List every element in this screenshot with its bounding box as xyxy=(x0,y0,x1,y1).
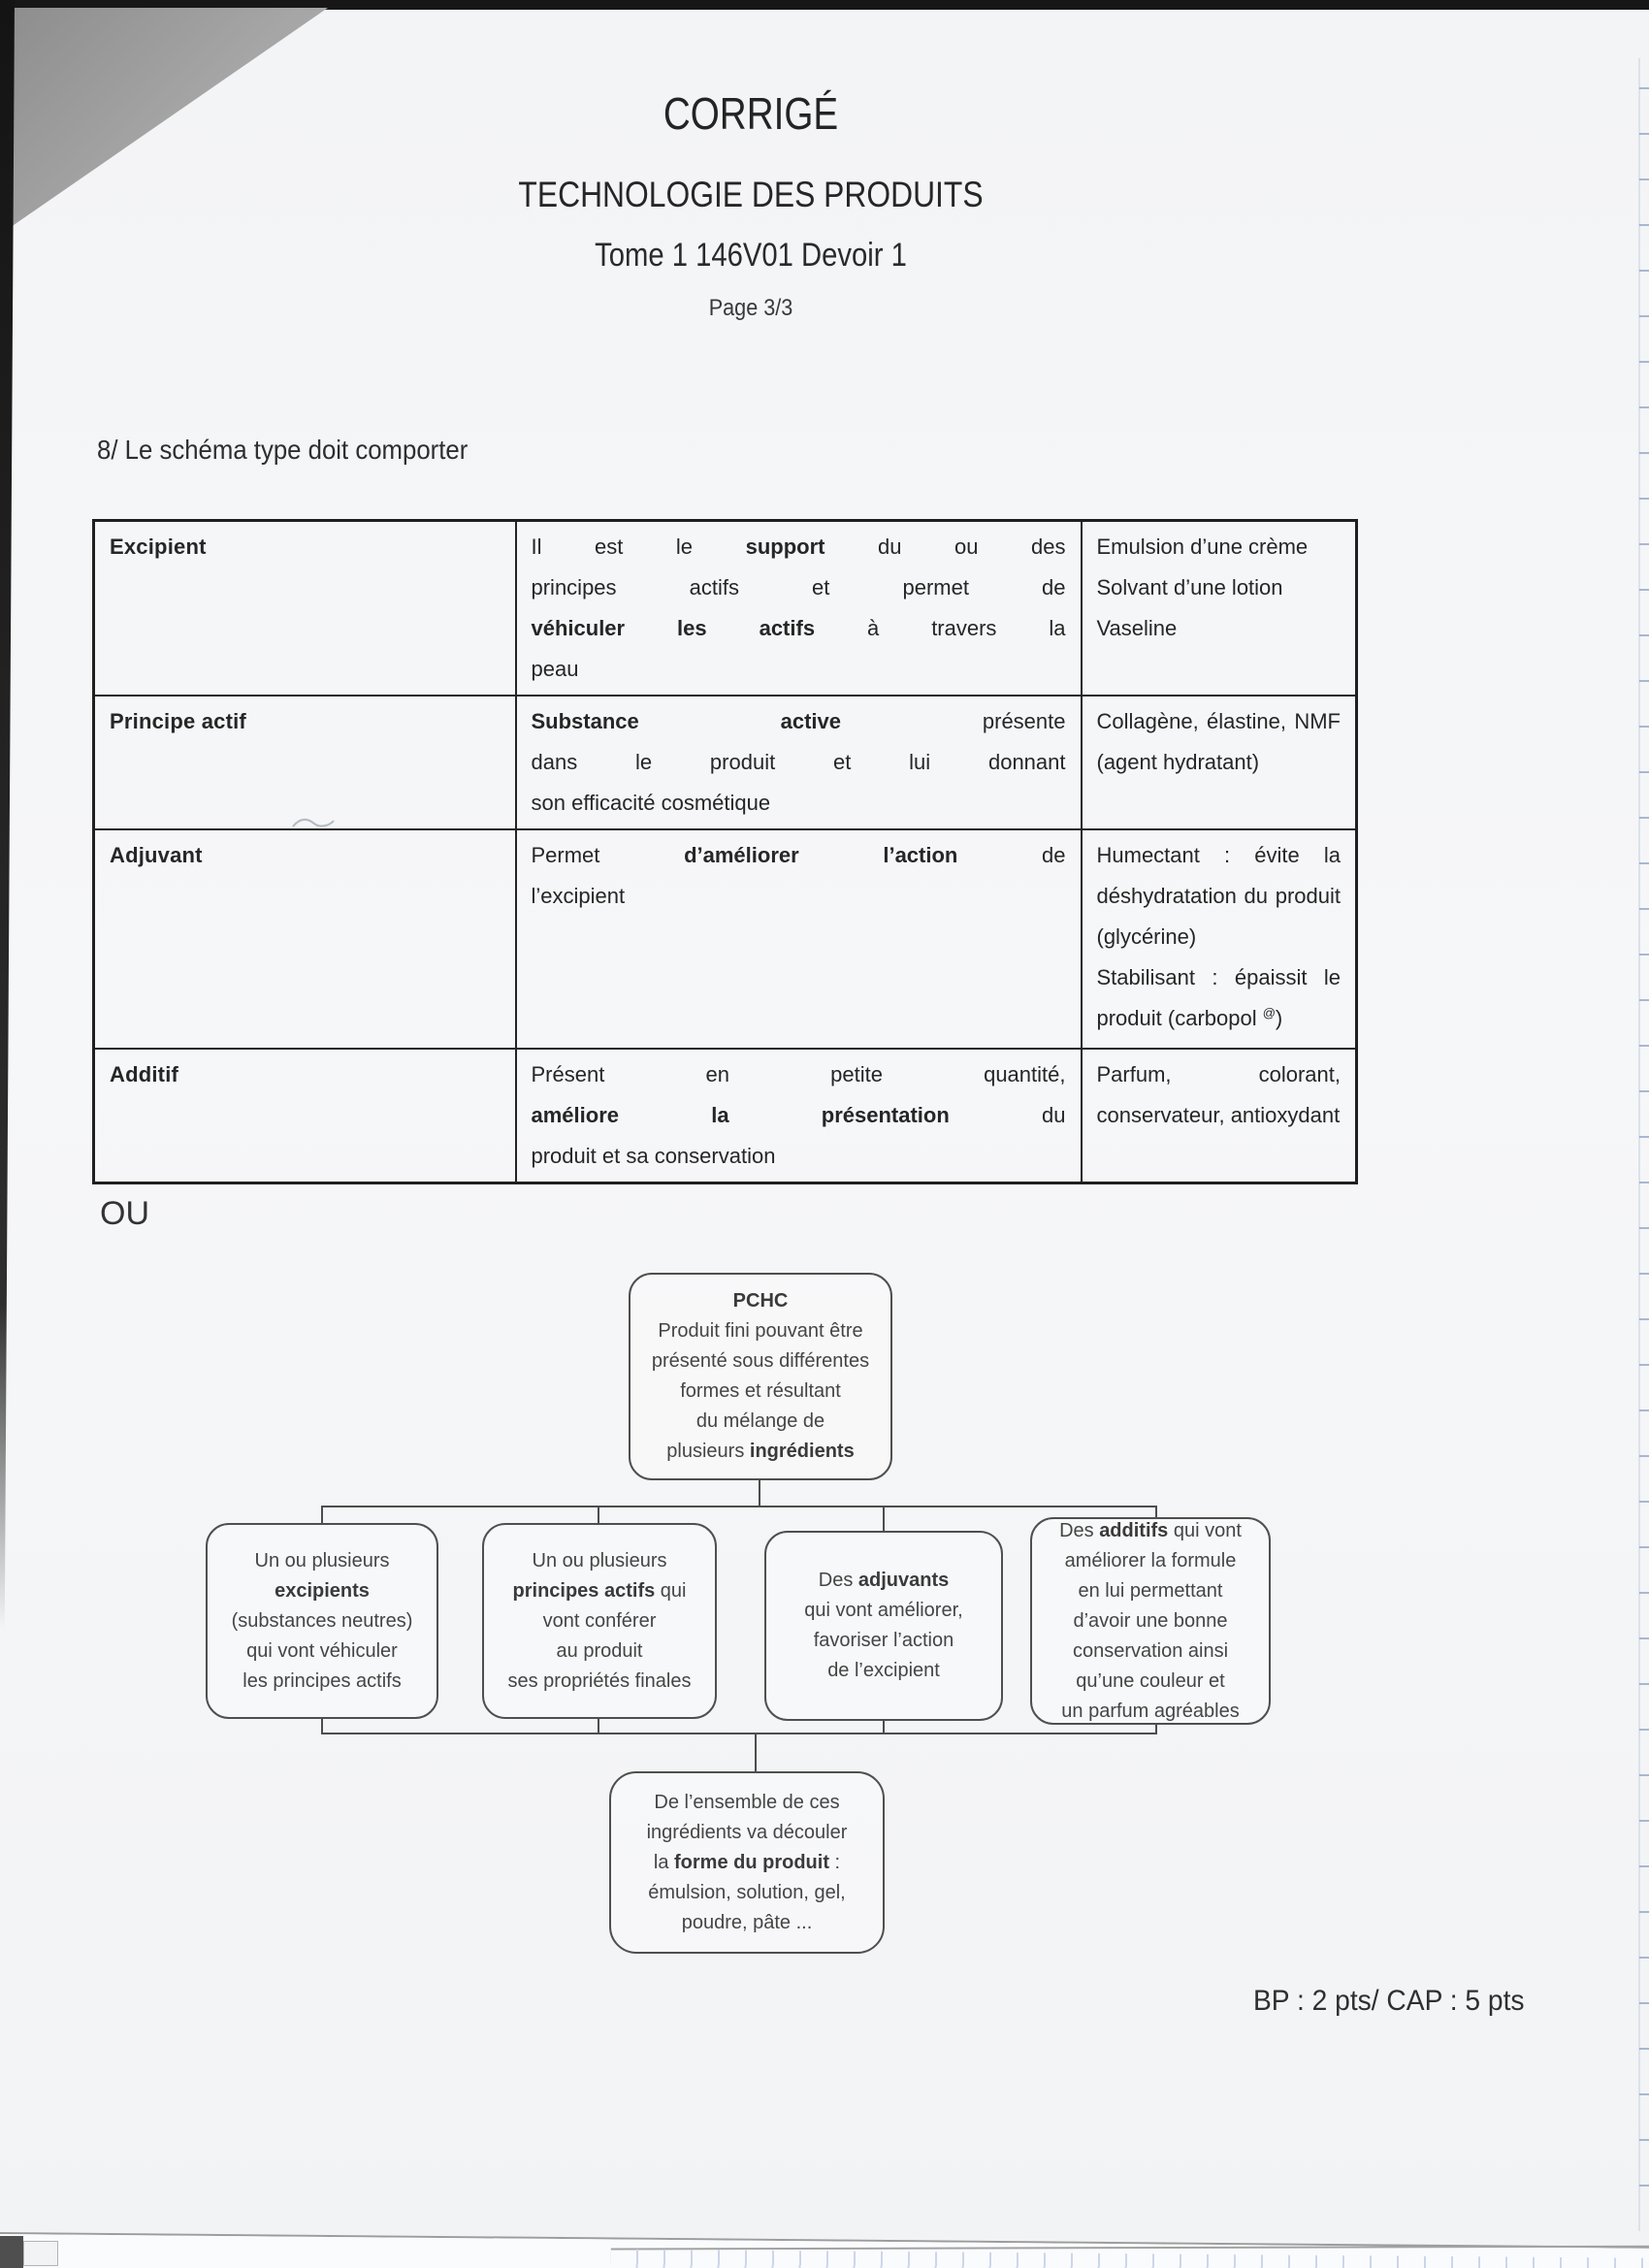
scan-edge-left xyxy=(0,0,15,1630)
table-row xyxy=(94,1049,1357,1183)
definition-cell: Substance active présente dans le produit et lui donnant son efficacité cosmétique xyxy=(516,696,1082,829)
table-row xyxy=(94,696,1357,829)
connector-root-stem xyxy=(759,1480,760,1507)
flowchart-root-box: PCHC Produit fini pouvant être présenté sous différentes formes et résultant du mélange de plusieurs ingrédients xyxy=(629,1273,892,1480)
flowchart-result-box: De l’ensemble de ces ingrédients va découler la forme du produit : émulsion, solution, gel, poudre, pâte ... xyxy=(609,1771,885,1954)
score-label: BP : 2 pts/ CAP : 5 pts xyxy=(1253,1985,1525,2017)
scan-corner-grid-square xyxy=(23,2241,58,2266)
flowchart-excipients-box: Un ou plusieurs excipients (substances neutres) qui vont véhiculer les principes actifs xyxy=(206,1523,438,1719)
graph-paper-grid xyxy=(611,2249,1649,2268)
definition-cell: Permet d’améliorer l’action de l’excipient xyxy=(516,829,1082,1049)
examples-cell: Emulsion d’une crème Solvant d’une lotion Vaseline xyxy=(1082,521,1357,697)
connector-stub xyxy=(883,1506,885,1533)
connector-result-stem xyxy=(755,1733,757,1773)
term-cell: Principe actif xyxy=(94,696,516,829)
flowchart-principes-actifs-box: Un ou plusieurs principes actifs qui vont conférer au produit ses propriétés finales xyxy=(482,1523,717,1719)
document-title: CORRIGÉ xyxy=(663,88,839,139)
examples-cell: Parfum, colorant, conservateur, antioxydant xyxy=(1082,1049,1357,1183)
examples-cell: Collagène, élastine, NMF (agent hydratant) xyxy=(1082,696,1357,829)
term-cell: Adjuvant xyxy=(94,829,516,1049)
pen-mark xyxy=(291,815,336,830)
scan-corner-dark xyxy=(0,2236,23,2268)
right-edge-grid-ticks xyxy=(1639,87,1649,2221)
connector-top-rail xyxy=(321,1506,1157,1507)
definition-cell: Il est le support du ou des principes actifs et permet de véhiculer les actifs à travers la peau xyxy=(516,521,1082,697)
page-indicator: Page 3/3 xyxy=(708,295,793,321)
term-cell: Additif xyxy=(94,1049,516,1183)
table-row xyxy=(94,521,1357,697)
examples-cell: Humectant : évite la déshydratation du produit (glycérine) Stabilisant : épaissit le produit (carbopol @) xyxy=(1082,829,1357,1049)
connector-stub xyxy=(598,1506,599,1525)
term-cell: Excipient xyxy=(94,521,516,697)
flowchart-adjuvants-box: Des adjuvants qui vont améliorer, favoriser l’action de l’excipient xyxy=(764,1531,1003,1721)
volume-title: Tome 1 146V01 Devoir 1 xyxy=(595,237,907,274)
table-row xyxy=(94,829,1357,1049)
connector-stub xyxy=(321,1506,323,1525)
flowchart-additifs-box: Des additifs qui vont améliorer la formule en lui permettant d’avoir une bonne conservation ainsi qu’une couleur et un parfum agréables xyxy=(1030,1517,1271,1725)
graph-paper-edge xyxy=(611,2246,1649,2251)
or-label: OU xyxy=(100,1195,149,1232)
course-title: TECHNOLOGIE DES PRODUITS xyxy=(518,175,984,214)
connector-bottom-rail xyxy=(321,1733,1157,1734)
definitions-table xyxy=(92,519,1358,1184)
definition-cell: Présent en petite quantité, améliore la présentation du produit et sa conservation xyxy=(516,1049,1082,1183)
question-label: 8/ Le schéma type doit comporter xyxy=(97,435,469,465)
